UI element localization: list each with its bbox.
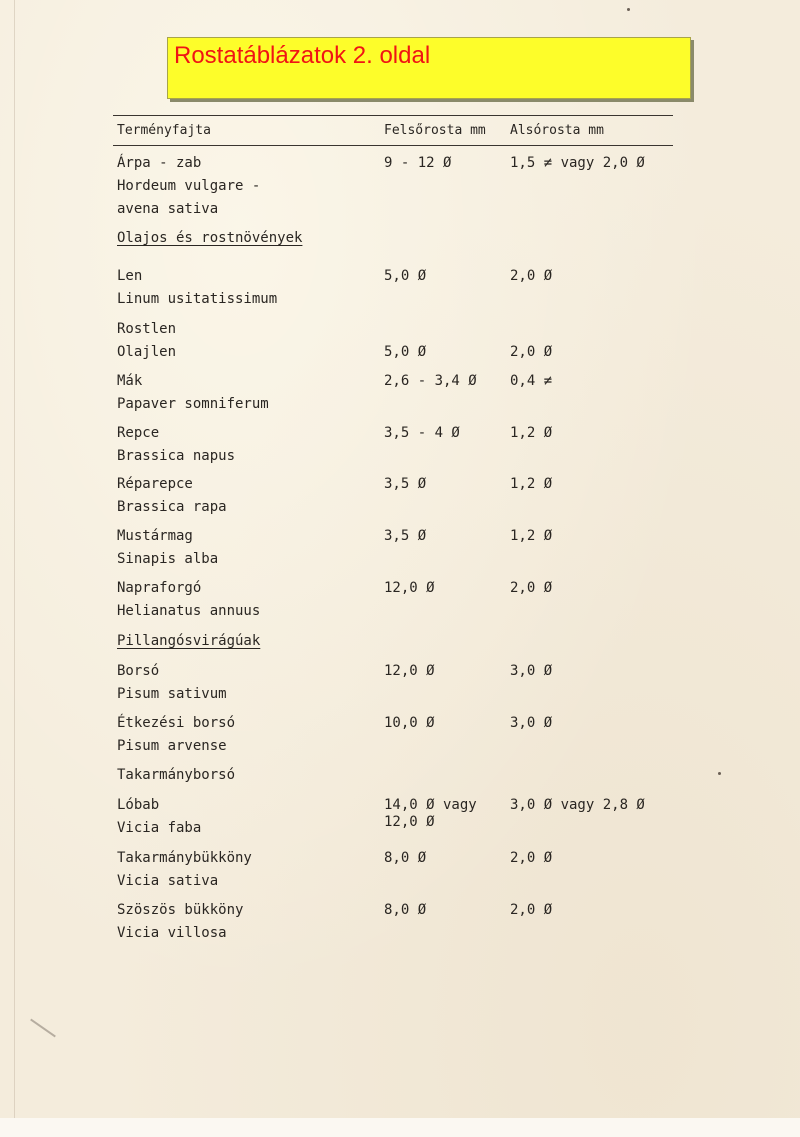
crop-name: avena sativa [117,201,219,217]
lower-sieve-value: 1,2 Ø [510,476,553,492]
lower-sieve-value: 1,2 Ø [510,528,553,544]
crop-name: Len [117,268,143,284]
crop-name: Vicia villosa [117,925,227,941]
upper-sieve-value: 5,0 Ø [384,268,427,284]
lower-sieve-value: 3,0 Ø [510,663,553,679]
lower-sieve-value: 3,0 Ø vagy 2,8 Ø [510,797,645,813]
table-top-rule [113,115,673,116]
upper-sieve-value: 8,0 Ø [384,902,427,918]
crop-name: Mustármag [117,528,193,544]
upper-sieve-value: 12,0 Ø [384,580,435,596]
upper-sieve-value: 5,0 Ø [384,344,427,360]
crop-name: Sinapis alba [117,551,219,567]
upper-sieve-value: 12,0 Ø [384,663,435,679]
header-crop: Terményfajta [117,123,211,138]
lower-sieve-value: 2,0 Ø [510,902,553,918]
lower-sieve-value: 1,2 Ø [510,425,553,441]
lower-sieve-value: 2,0 Ø [510,268,553,284]
crop-name: Szöszös bükköny [117,902,244,918]
crop-name: Pisum arvense [117,738,227,754]
crop-name: Takarmányborsó [117,767,236,783]
lower-sieve-value: 3,0 Ø [510,715,553,731]
table-header-rule [113,145,673,146]
crop-name: Repce [117,425,160,441]
lower-sieve-value: 1,5 ≠ vagy 2,0 Ø [510,155,645,171]
upper-sieve-value: 9 - 12 Ø [384,155,452,171]
upper-sieve-value: 14,0 Ø vagy [384,797,477,813]
header-lower-sieve: Alsórosta mm [510,123,604,138]
crop-name: Napraforgó [117,580,202,596]
ink-speck [627,8,630,11]
ink-speck [718,772,721,775]
crop-name: Takarmánybükköny [117,850,252,866]
crop-name: Réparepce [117,476,193,492]
upper-sieve-value: 3,5 Ø [384,476,427,492]
upper-sieve-value: 12,0 Ø [384,814,435,830]
crop-name: Brassica rapa [117,499,227,515]
lower-sieve-value: 2,0 Ø [510,580,553,596]
crop-name: Rostlen [117,321,177,337]
paper-bottom-margin [0,1118,800,1137]
upper-sieve-value: 8,0 Ø [384,850,427,866]
title-banner [167,37,691,99]
crop-name: Olajlen [117,344,177,360]
crop-name: Lóbab [117,797,160,813]
section-heading: Pillangósvirágúak [117,633,261,649]
crop-name: Mák [117,373,143,389]
crop-name: Árpa - zab [117,155,202,171]
upper-sieve-value: 3,5 Ø [384,528,427,544]
crop-name: Linum usitatissimum [117,291,278,307]
page-title: Rostatáblázatok 2. oldal [174,42,431,69]
crop-name: Helianatus annuus [117,603,261,619]
crop-name: Étkezési borsó [117,715,236,731]
crop-name: Vicia sativa [117,873,219,889]
lower-sieve-value: 2,0 Ø [510,344,553,360]
lower-sieve-value: 2,0 Ø [510,850,553,866]
crop-name: Hordeum vulgare - [117,178,261,194]
paper-edge [14,0,15,1137]
upper-sieve-value: 10,0 Ø [384,715,435,731]
header-upper-sieve: Felsőrosta mm [384,123,486,138]
section-heading: Olajos és rostnövények [117,230,303,246]
upper-sieve-value: 2,6 - 3,4 Ø [384,373,477,389]
crop-name: Pisum sativum [117,686,227,702]
crop-name: Borsó [117,663,160,679]
crop-name: Papaver somniferum [117,396,269,412]
crop-name: Brassica napus [117,448,236,464]
upper-sieve-value: 3,5 - 4 Ø [384,425,460,441]
crop-name: Vicia faba [117,820,202,836]
lower-sieve-value: 0,4 ≠ [510,373,553,389]
